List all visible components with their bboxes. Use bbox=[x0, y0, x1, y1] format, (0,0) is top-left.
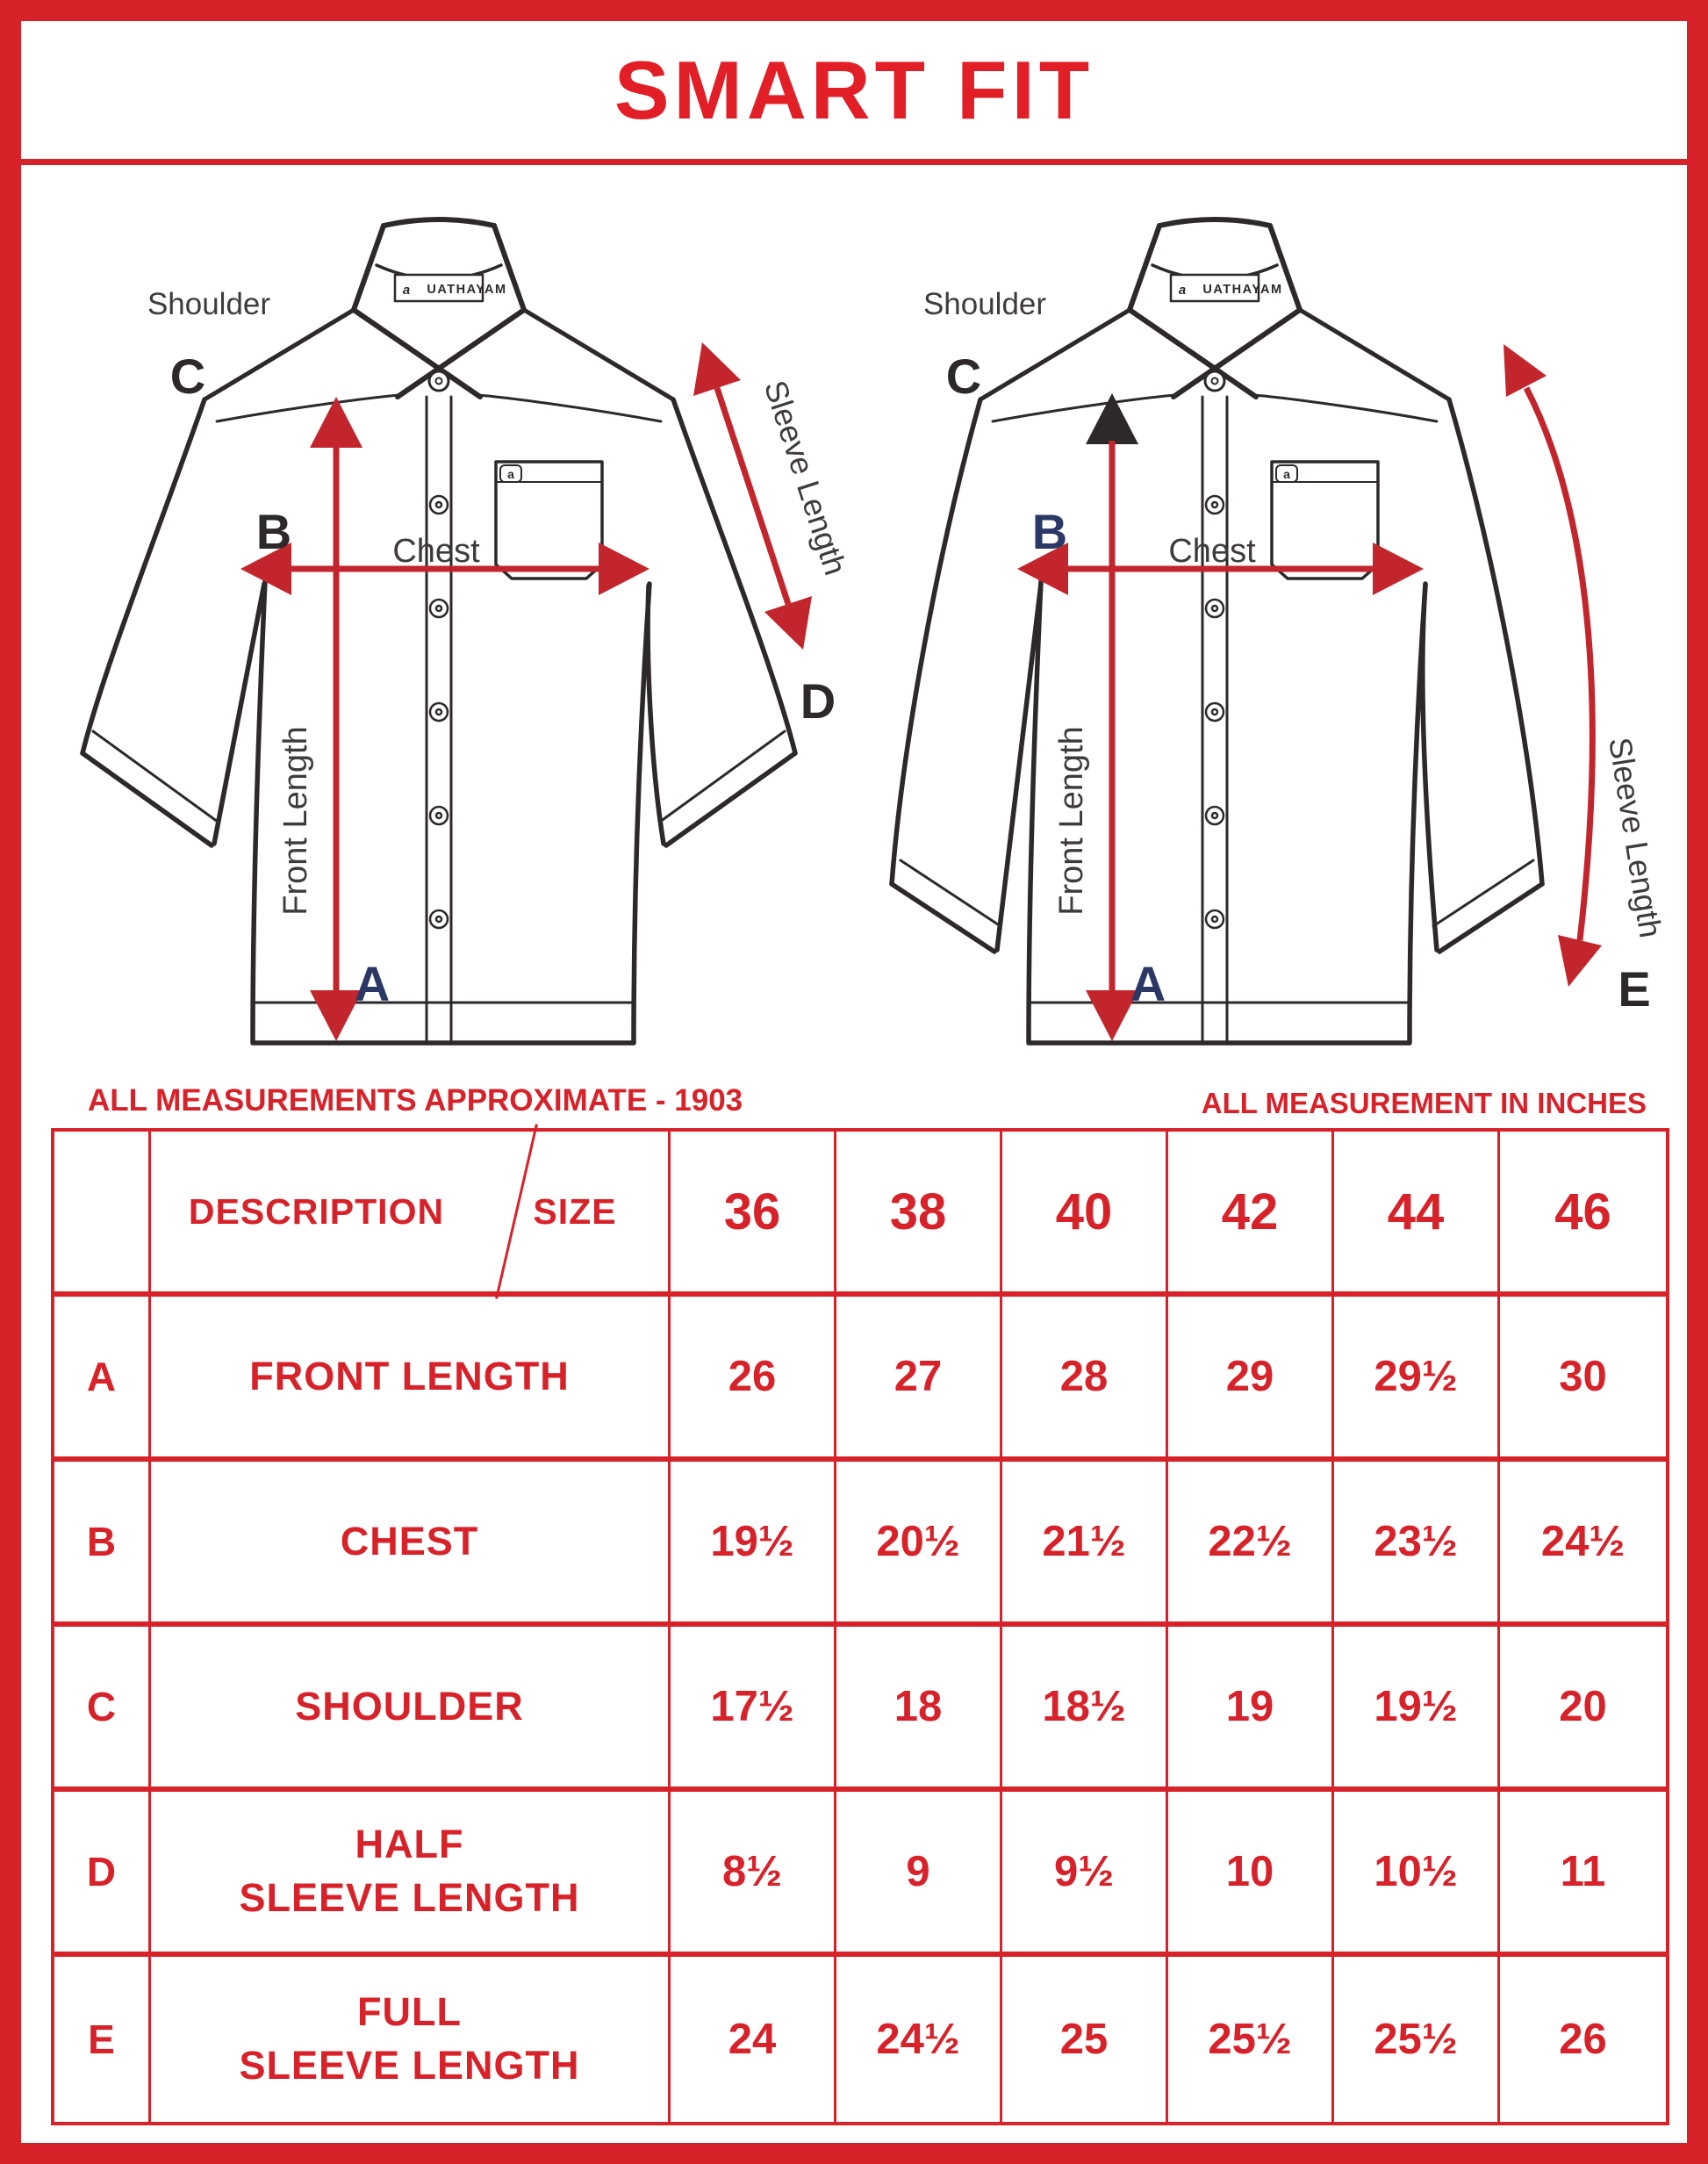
description-line: SLEEVE LENGTH bbox=[239, 1875, 580, 1920]
chest-label: Chest bbox=[392, 533, 480, 570]
half-sleeve-shirt-diagram bbox=[83, 219, 854, 1043]
value-A-42: 29 bbox=[1168, 1297, 1334, 1462]
marker-d: D bbox=[800, 673, 836, 729]
value-A-44: 29½ bbox=[1334, 1297, 1500, 1462]
marker-b: B bbox=[255, 504, 292, 559]
row-letter-E: E bbox=[54, 1957, 151, 2122]
sleeve-length-label: Sleeve Length bbox=[1602, 735, 1669, 940]
value-C-46: 20 bbox=[1500, 1627, 1666, 1792]
description-line: SHOULDER bbox=[295, 1683, 524, 1729]
marker-e: E bbox=[1618, 961, 1651, 1017]
marker-c: C bbox=[169, 349, 206, 404]
value-D-40: 9½ bbox=[1002, 1792, 1168, 1957]
value-B-40: 21½ bbox=[1002, 1462, 1168, 1627]
description-line: FRONT LENGTH bbox=[249, 1353, 570, 1398]
value-A-40: 28 bbox=[1002, 1297, 1168, 1462]
marker-b: B bbox=[1031, 504, 1068, 559]
value-E-46: 26 bbox=[1559, 2016, 1607, 2063]
description-line: SLEEVE LENGTH bbox=[239, 2043, 580, 2088]
value-C-36: 17½ bbox=[671, 1627, 836, 1792]
table-corner-cell bbox=[54, 1132, 151, 1297]
row-description-C bbox=[151, 1627, 671, 1792]
value-A-36: 26 bbox=[671, 1297, 836, 1462]
half-sleeve-left-sleeve bbox=[83, 399, 264, 845]
front-length-arrow bbox=[310, 397, 362, 1041]
full-sleeve-right-sleeve bbox=[1423, 399, 1542, 952]
table-header-size-40: 40 bbox=[1002, 1132, 1168, 1297]
row-description-A bbox=[151, 1297, 671, 1462]
page-title: SMART FIT bbox=[614, 43, 1094, 136]
marker-a: A bbox=[1130, 956, 1166, 1011]
note-units: ALL MEASUREMENT IN INCHES bbox=[1201, 1087, 1647, 1119]
size-table bbox=[51, 1128, 1669, 2125]
value-D-42: 10 bbox=[1168, 1792, 1334, 1957]
row-description-D bbox=[151, 1792, 671, 1957]
value-D-38: 9 bbox=[836, 1792, 1002, 1957]
full-sleeve-left-sleeve bbox=[892, 399, 1041, 952]
marker-a: A bbox=[354, 956, 391, 1011]
row-letter-D: D bbox=[54, 1792, 151, 1957]
value-B-44: 23½ bbox=[1334, 1462, 1500, 1627]
full-sleeve-shirt-diagram bbox=[892, 219, 1669, 1043]
shoulder-label: Shoulder bbox=[922, 287, 1047, 321]
value-C-38: 18 bbox=[836, 1627, 1002, 1792]
value-B-42: 22½ bbox=[1168, 1462, 1334, 1627]
table-header-size-38: 38 bbox=[836, 1132, 1002, 1297]
value-B-36: 19½ bbox=[671, 1462, 836, 1627]
value-D-36: 8½ bbox=[671, 1792, 836, 1957]
sleeve-length-arrow bbox=[1503, 344, 1602, 987]
table-header-size-36: 36 bbox=[671, 1132, 836, 1297]
front-length-label: Front Length bbox=[277, 726, 314, 916]
value-C-44: 19½ bbox=[1334, 1627, 1500, 1792]
row-letter-A: A bbox=[54, 1297, 151, 1462]
value-C-40: 18½ bbox=[1002, 1627, 1168, 1792]
value-A-38: 27 bbox=[836, 1297, 1002, 1462]
value-E-42: 25½ bbox=[1168, 1957, 1334, 2122]
front-length-label: Front Length bbox=[1053, 726, 1090, 916]
chest-label: Chest bbox=[1168, 533, 1256, 570]
value-B-46: 24½ bbox=[1500, 1462, 1666, 1627]
value-B-38: 20½ bbox=[836, 1462, 1002, 1627]
row-description-B bbox=[151, 1462, 671, 1627]
note-approximate: ALL MEASUREMENTS APPROXIMATE - 1903 bbox=[88, 1083, 743, 1118]
row-letter-B: B bbox=[54, 1462, 151, 1627]
value-D-44: 10½ bbox=[1334, 1792, 1500, 1957]
description-line: FULL bbox=[357, 1989, 462, 2035]
value-E-36: 24 bbox=[671, 1957, 836, 2122]
page-header bbox=[21, 21, 1687, 165]
description-line: CHEST bbox=[340, 1518, 479, 1564]
value-E-44: 25½ bbox=[1334, 1957, 1500, 2122]
front-length-arrow bbox=[1086, 393, 1138, 1041]
description-line: HALF bbox=[355, 1822, 464, 1867]
shoulder-label: Shoulder bbox=[147, 287, 271, 321]
table-header-description-size bbox=[151, 1132, 671, 1297]
table-header-size-44: 44 bbox=[1334, 1132, 1500, 1297]
marker-c: C bbox=[945, 349, 982, 404]
value-E-40: 25 bbox=[1002, 1957, 1168, 2122]
sleeve-length-label: Sleeve Length bbox=[757, 376, 854, 579]
value-D-46: 11 bbox=[1500, 1792, 1666, 1957]
description-header: DESCRIPTION bbox=[188, 1190, 445, 1232]
half-sleeve-right-sleeve bbox=[648, 399, 795, 845]
table-header-size-42: 42 bbox=[1168, 1132, 1334, 1297]
row-description-E bbox=[151, 1957, 671, 2122]
row-letter-C: C bbox=[54, 1627, 151, 1792]
table-header-size-46: 46 bbox=[1500, 1132, 1666, 1297]
value-A-46: 30 bbox=[1500, 1297, 1666, 1462]
measurement-diagrams bbox=[0, 162, 1708, 1089]
value-C-42: 19 bbox=[1168, 1627, 1334, 1792]
value-E-38: 24½ bbox=[836, 1957, 1002, 2122]
size-header: SIZE bbox=[533, 1190, 617, 1232]
